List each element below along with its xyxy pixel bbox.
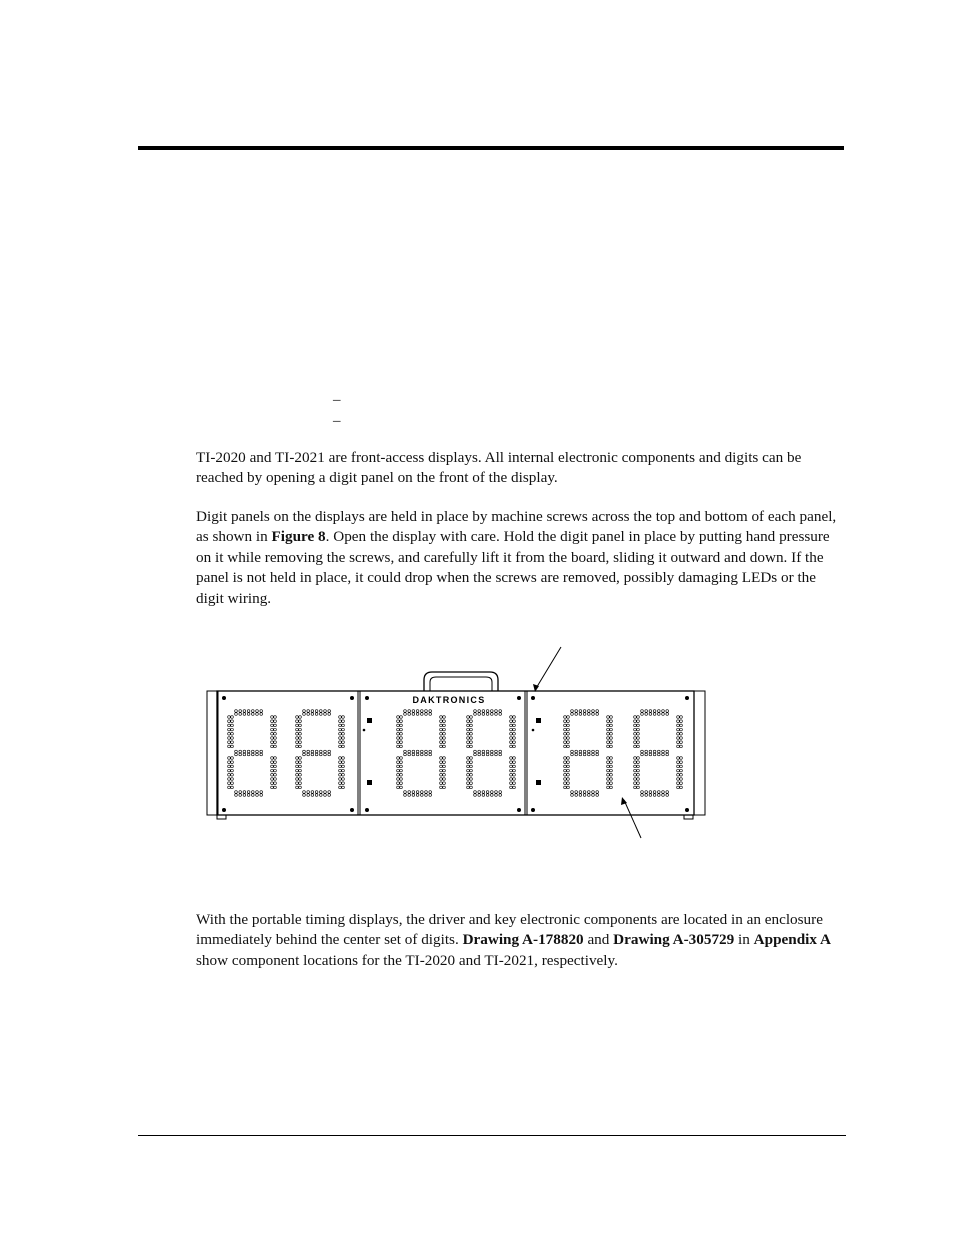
header-rule (138, 146, 844, 150)
appendix-ref: Appendix A (753, 931, 831, 949)
paragraph-components: With the portable timing displays, the driver and key electronic components are located in an enclosure immediately behind the center set of digits. Drawing A-178820 and Drawing A-305729 in Appendix A show component locations for the TI-2020 and TI-2021, respectively. (196, 911, 831, 969)
footer-rule (138, 1135, 846, 1136)
paragraph-front-access: TI-2020 and TI-2021 are front-access displays. All internal electronic components and digits can be reached by opening a digit panel on the front of the display. (196, 449, 802, 487)
list-dash-2: – (333, 413, 341, 429)
list-dash-1: – (333, 392, 341, 408)
paragraph-digit-panels: Digit panels on the displays are held in place by machine screws across the top and bottom of each panel, as shown in Figure 8. Open the display with care. Hold the digit panel in place by putting hand pressure on it while removing the screws, and carefully lift it from the board, sliding it outward and down. If the panel is not held in place, it could drop when the screws are removed, possibly damaging LEDs or the digit wiring. (196, 508, 837, 607)
drawing-ref-1: Drawing A-178820 (462, 931, 584, 949)
figure-reference: Figure 8 (271, 528, 326, 546)
display-figure (0, 630, 954, 850)
drawing-ref-2: Drawing A-305729 (613, 931, 735, 949)
brand-label: DAKTRONICS (412, 695, 486, 705)
